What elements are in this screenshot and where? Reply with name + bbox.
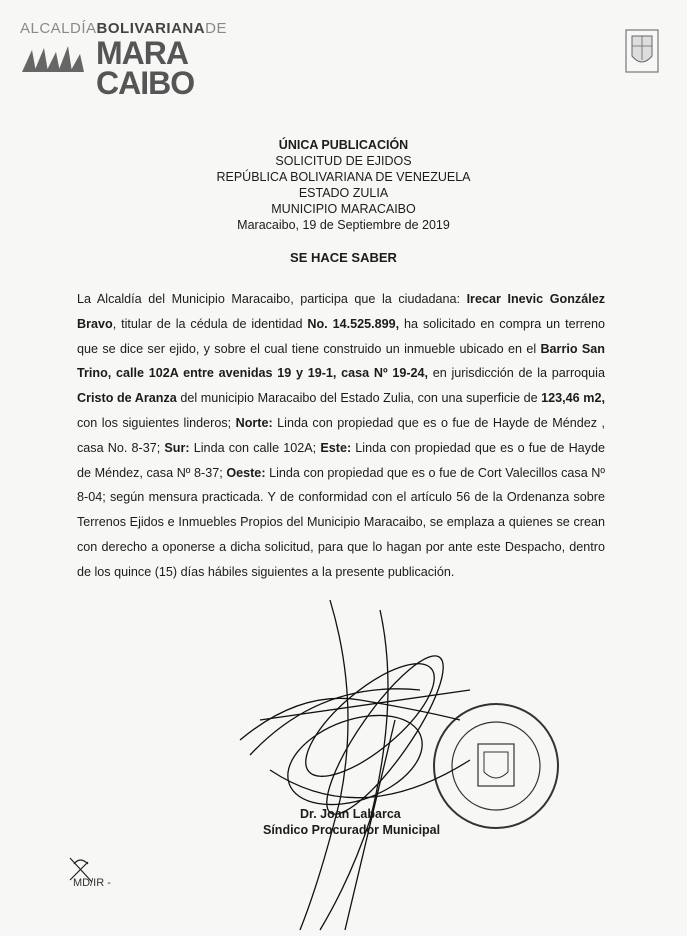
section-title: SE HACE SABER: [290, 250, 397, 265]
coat-of-arms-icon: [624, 28, 660, 74]
letterhead-logo-icon: [22, 42, 92, 76]
municipality-line: MUNICIPIO MARACAIBO: [271, 202, 416, 216]
state-line: ESTADO ZULIA: [298, 186, 389, 200]
publication-title: ÚNICA PUBLICACIÓN: [278, 138, 409, 152]
letterhead-title: ALCALDÍABOLIVARIANADE: [20, 20, 227, 37]
official-stamp: [434, 704, 558, 828]
signatory-title: Síndico Procurador Municipal: [263, 823, 441, 837]
handwritten-signature: [240, 600, 470, 930]
signatory-name: Dr. Joan Labarca: [300, 807, 401, 821]
notice-body: La Alcaldía del Municipio Maracaibo, participa que la ciudadana: Irecar Inevic González Bravo, titular de la cédula de identidad No. 14.525.899, ha solicitado en compra un terreno que se dice ser ejido, y sobre el cual tiene construido un inmueble ubicado en el Barrio San Trino, calle 102A entre avenidas 19 y 19-1, casa Nº 19-24, en jurisdicción de la parroquia Cristo de Aranza del municipio Maracaibo del Estado Zulia, con una superficie de 123,46 m2, con los siguientes linderos; Norte: Linda con propiedad que es o fue de Hayde de Méndez , casa No. 8-37; Sur: Linda con calle 102A; Este: Linda con propiedad que es o fue de Hayde de Méndez, casa Nº 8-37; Oeste: Linda con propiedad que es o fue de Cort Valecillos casa Nº 8-04; según mensura practicada. Y de conformidad con el artículo 56 de la Ordenanza sobre Terrenos Ejidos e Inmuebles Propios del Municipio Maracaibo, se emplaza a quienes se crean con derecho a oponerse a dicha solicitud, para que lo hagan por ante este Despacho, dentro de los quince (15) días hábiles siguientes a la presente publicación.: [77, 292, 606, 579]
country-line: REPÚBLICA BOLIVARIANA DE VENEZUELA: [216, 170, 471, 184]
typist-initials: MD/IR -: [73, 877, 111, 889]
publication-subtitle: SOLICITUD DE EJIDOS: [275, 154, 412, 168]
letterhead-city-logo: MARA CAIBO: [96, 35, 195, 101]
date-line: Maracaibo, 19 de Septiembre de 2019: [237, 218, 450, 232]
